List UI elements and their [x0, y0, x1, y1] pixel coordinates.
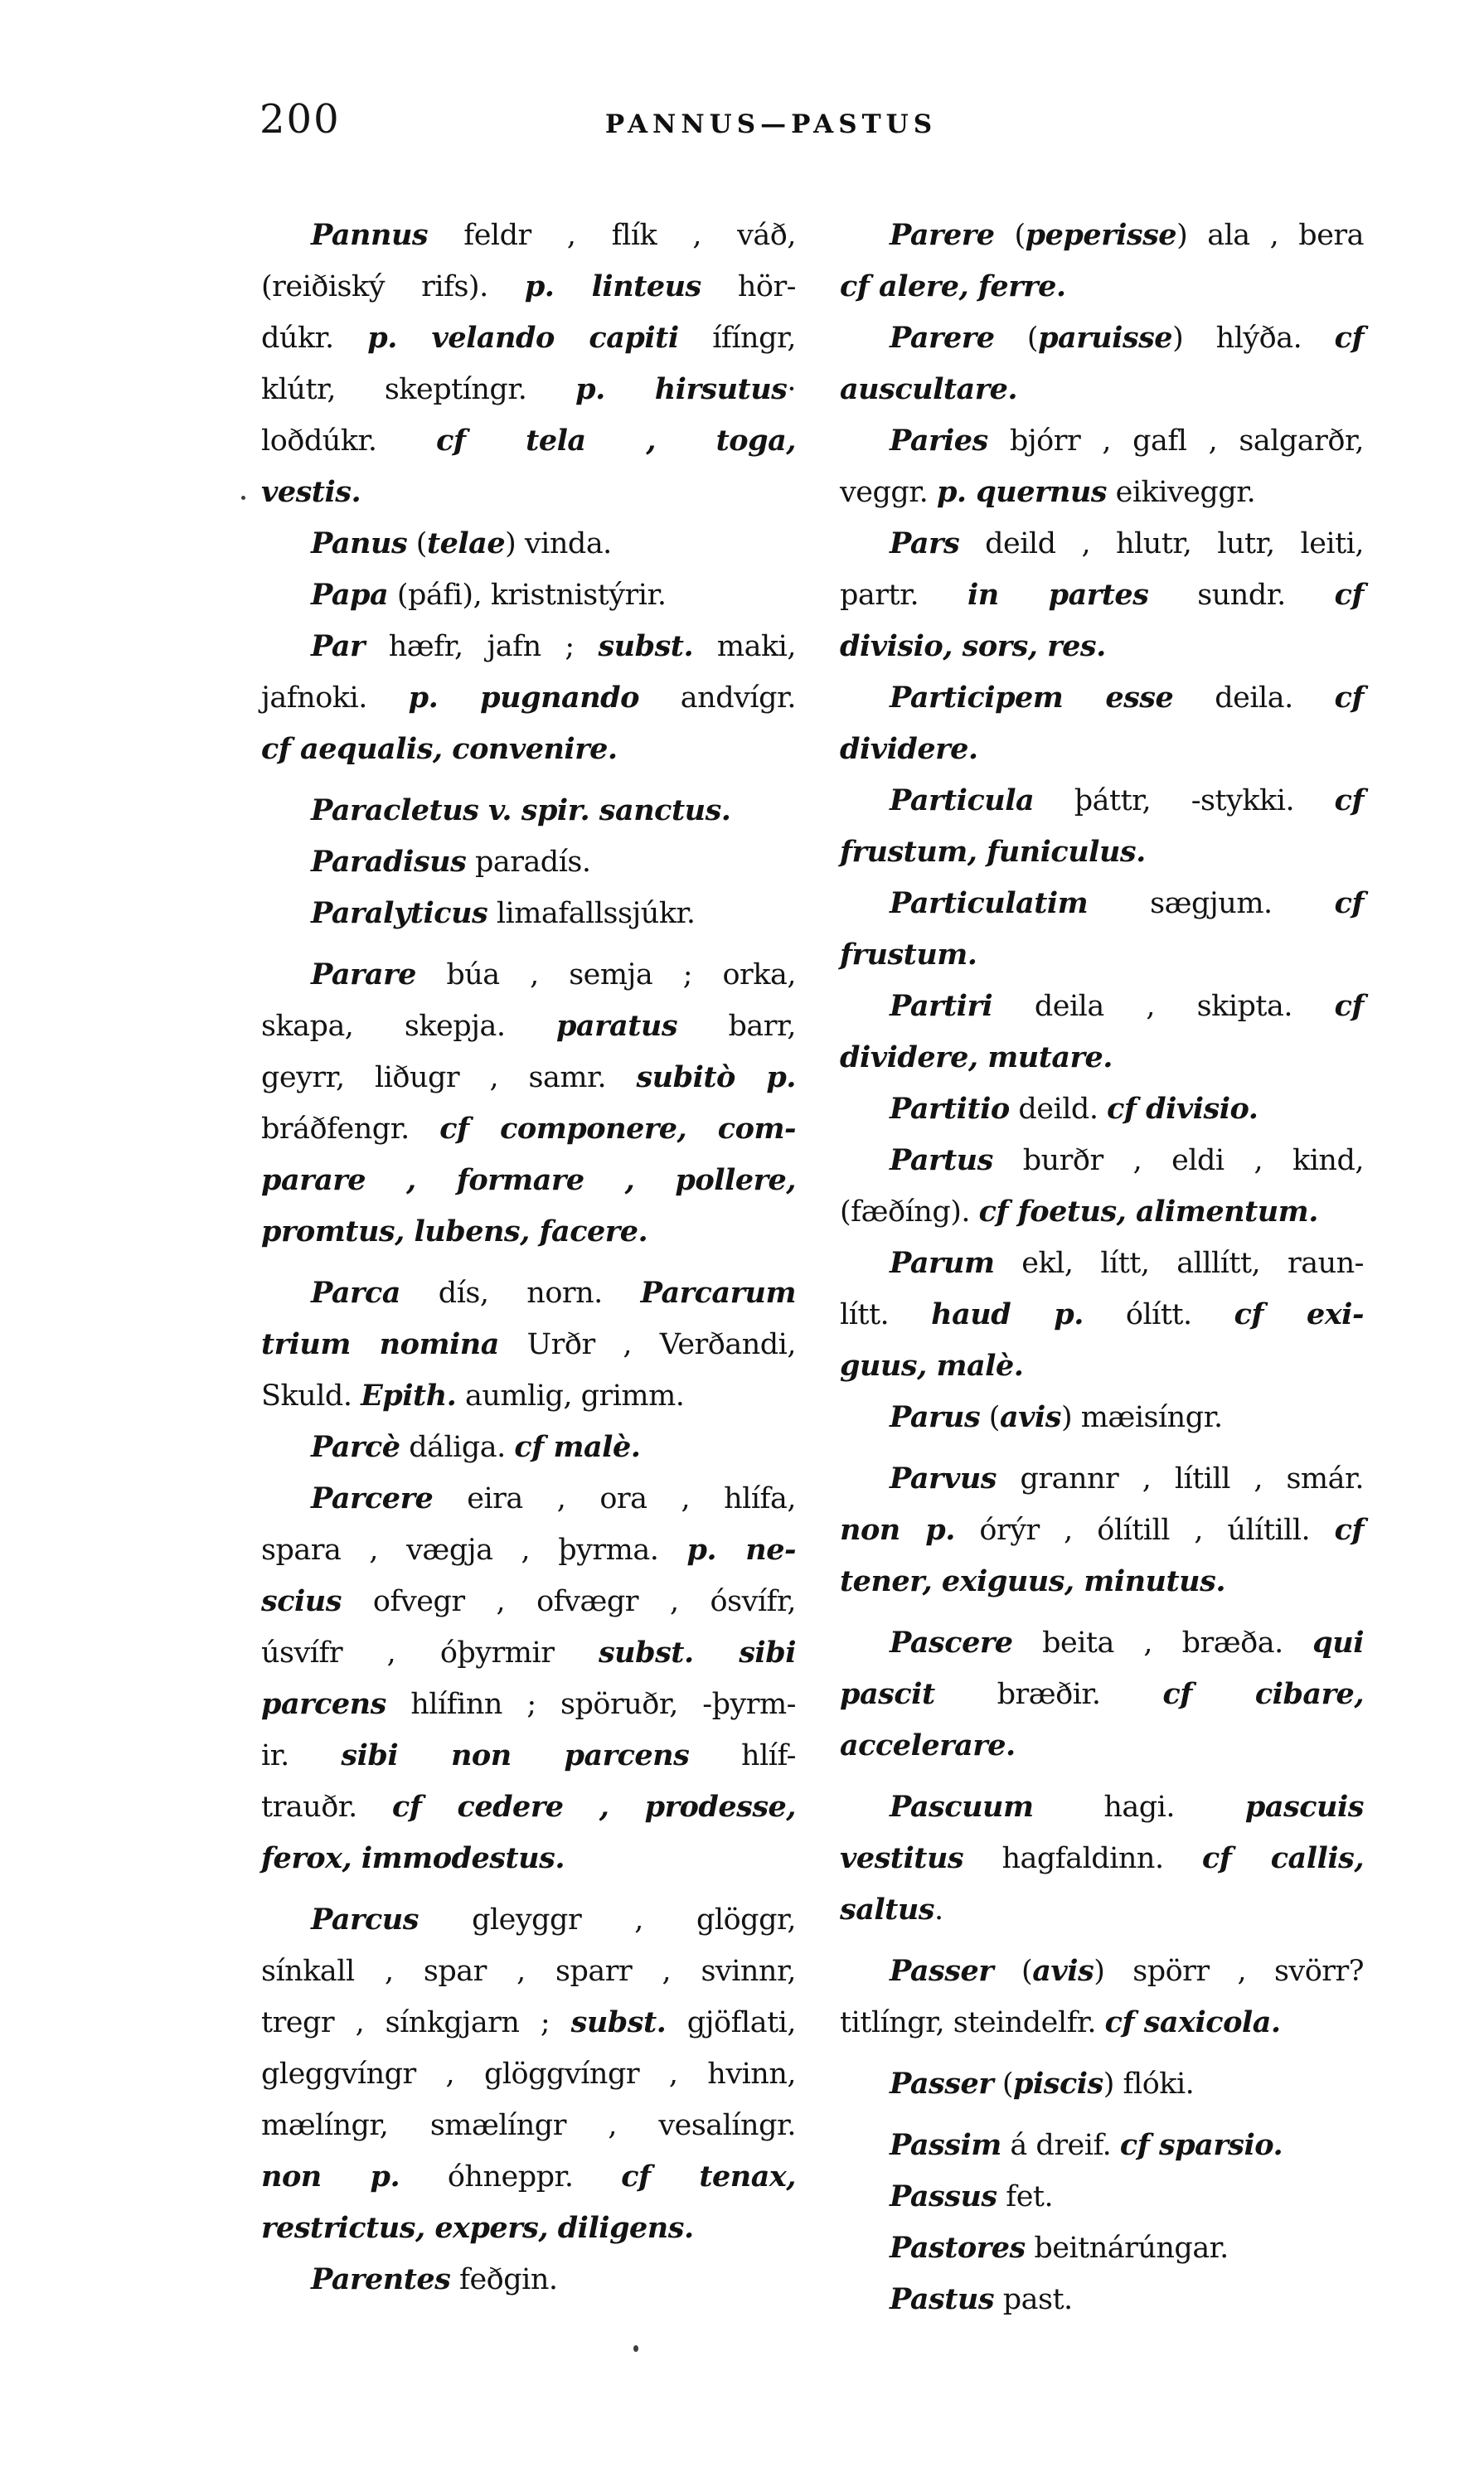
latin-text: Papa — [311, 578, 389, 612]
dictionary-line — [261, 2151, 796, 2203]
dictionary-line — [840, 1997, 1364, 2048]
latin-text: Pascuum — [890, 1790, 1034, 1824]
latin-text: non p. — [261, 2160, 400, 2194]
icelandic-text: búa , semja ; orka, — [415, 958, 796, 991]
dictionary-line — [840, 570, 1364, 621]
latin-text: parare , formare , pollere, — [261, 1163, 796, 1197]
dictionary-line — [840, 1289, 1364, 1340]
icelandic-text: mælíngr, smælíngr , vesalíngr. — [261, 2109, 796, 2142]
icelandic-text: hlíf- — [689, 1739, 796, 1772]
icelandic-text: sínkall , spar , sparr , svinnr, — [261, 1955, 796, 1988]
dictionary-line — [261, 313, 796, 364]
latin-text: sibi non parcens — [341, 1738, 690, 1772]
dictionary-line — [840, 775, 1364, 827]
latin-text: Parentes — [311, 2262, 451, 2296]
dictionary-line — [261, 364, 796, 415]
icelandic-text: veggr. — [840, 476, 937, 509]
icelandic-text: ) hlýða. — [1172, 322, 1335, 355]
dictionary-line — [840, 1556, 1364, 1607]
dictionary-line — [840, 724, 1364, 775]
latin-text: cf foetus, alimentum. — [978, 1195, 1318, 1229]
latin-text: cf componere, com- — [439, 1112, 797, 1146]
dictionary-line — [261, 1206, 796, 1258]
icelandic-text: ) vinda. — [505, 527, 612, 560]
dictionary-line — [840, 1833, 1364, 1884]
icelandic-text: · — [787, 373, 797, 406]
icelandic-text: deila. — [1173, 681, 1335, 715]
icelandic-text: ( — [993, 1955, 1033, 1988]
dictionary-line — [840, 467, 1364, 518]
latin-text: dividere. — [840, 732, 978, 766]
latin-text: vestis. — [261, 475, 361, 509]
latin-text: Pascere — [890, 1626, 1013, 1660]
dictionary-line — [261, 2048, 796, 2100]
dictionary-line — [840, 1946, 1364, 1997]
icelandic-text: dáliga. — [400, 1431, 515, 1464]
latin-text: cf — [1334, 989, 1364, 1023]
latin-text: Parvus — [890, 1462, 997, 1496]
latin-text: Panus — [311, 526, 408, 560]
latin-text: cf aequalis, convenire. — [261, 732, 618, 766]
latin-text: p. velando capiti — [367, 321, 679, 355]
latin-text: cf alere, ferre. — [840, 269, 1066, 303]
left-text-column — [261, 210, 796, 2305]
latin-text: Paralyticus — [311, 896, 488, 930]
latin-text: Par — [311, 629, 365, 663]
latin-text: subst. — [598, 629, 694, 663]
latin-text: cf cedere , prodesse, — [391, 1790, 796, 1824]
latin-text: p. quernus — [936, 475, 1108, 509]
icelandic-text: beita , bræða. — [1012, 1626, 1313, 1660]
dictionary-line — [840, 2274, 1364, 2325]
dictionary-line — [840, 878, 1364, 929]
right-text-column — [840, 210, 1364, 2325]
latin-text: peperisse — [1025, 218, 1177, 252]
dictionary-line — [261, 2203, 796, 2254]
latin-text: restrictus, expers, diligens. — [261, 2211, 694, 2245]
dictionary-line — [261, 1833, 796, 1884]
icelandic-text: ífíngr, — [678, 322, 796, 355]
latin-text: cf saxicola. — [1104, 2005, 1281, 2039]
dictionary-line — [261, 1473, 796, 1525]
latin-text: telae — [426, 526, 506, 560]
icelandic-text: . — [934, 1893, 943, 1927]
icelandic-text: þáttr, -stykki. — [1034, 784, 1335, 817]
dictionary-line — [840, 981, 1364, 1032]
latin-text: cf divisio. — [1107, 1092, 1258, 1126]
latin-text: subst. sibi — [598, 1636, 796, 1670]
icelandic-text: lítt. — [840, 1298, 932, 1331]
latin-text: Pars — [890, 526, 960, 560]
dictionary-line — [840, 1238, 1364, 1289]
latin-text: promtus, lubens, facere. — [261, 1214, 648, 1248]
dictionary-line — [261, 2100, 796, 2151]
latin-text: Parus — [890, 1400, 981, 1434]
latin-text: divisio, sors, res. — [840, 629, 1106, 663]
latin-text: Paries — [890, 424, 988, 458]
icelandic-text: (fæðíng). — [840, 1195, 979, 1229]
latin-text: Pastores — [890, 2231, 1026, 2265]
latin-text: Pastus — [890, 2282, 995, 2316]
latin-text: accelerare. — [840, 1728, 1016, 1762]
latin-text: pascit — [840, 1677, 935, 1711]
latin-text: Partitio — [890, 1092, 1010, 1126]
icelandic-text: ólítt. — [1083, 1298, 1234, 1331]
latin-text: Passer — [890, 2067, 994, 2101]
icelandic-text: deild. — [1009, 1093, 1108, 1126]
icelandic-text: jafnoki. — [261, 681, 409, 715]
latin-text: Parere — [890, 321, 995, 355]
latin-text: Particula — [890, 783, 1035, 817]
icelandic-text: burðr , eldi , kind, — [992, 1144, 1364, 1177]
latin-text: Passim — [890, 2128, 1001, 2162]
latin-text: cf tenax, — [621, 2160, 796, 2194]
dictionary-line — [261, 1268, 796, 1319]
latin-text: cf malè. — [514, 1430, 641, 1464]
icelandic-text: Skuld. — [261, 1379, 361, 1413]
icelandic-text: sundr. — [1148, 579, 1335, 612]
latin-text: Partus — [890, 1143, 993, 1177]
icelandic-text: titlíngr, steindelfr. — [840, 2006, 1105, 2039]
dictionary-line — [840, 210, 1364, 261]
latin-text: Parcarum — [640, 1276, 796, 1310]
icelandic-text: ( — [407, 527, 427, 560]
icelandic-text: ( — [980, 1401, 1000, 1434]
latin-text: frustum, funiculus. — [840, 835, 1146, 869]
dictionary-line — [840, 1186, 1364, 1238]
latin-text: Paracletus v. spir. sanctus. — [311, 793, 731, 827]
icelandic-text: ( — [994, 219, 1026, 252]
latin-text: in partes — [967, 578, 1149, 612]
dictionary-line — [261, 1525, 796, 1576]
icelandic-text: loðdúkr. — [261, 424, 437, 458]
icelandic-text: á dreif. — [1001, 2129, 1120, 2162]
latin-text: Passer — [890, 1954, 994, 1988]
latin-text: piscis — [1012, 2067, 1103, 2101]
latin-text: Particulatim — [890, 886, 1089, 920]
icelandic-text: bræðir. — [934, 1678, 1163, 1711]
dictionary-line — [840, 1084, 1364, 1135]
latin-text: Parca — [311, 1276, 400, 1310]
latin-text: subst. — [570, 2005, 667, 2039]
icelandic-text: dúkr. — [261, 322, 368, 355]
latin-text: Paradisus — [311, 845, 467, 879]
dictionary-line — [261, 785, 796, 836]
dictionary-line — [261, 2254, 796, 2305]
latin-text: avis — [1032, 1954, 1094, 1988]
latin-text: cf — [1334, 681, 1364, 715]
ink-speck — [633, 2345, 638, 2352]
icelandic-text: ekl, lítt, alllítt, raun- — [994, 1247, 1364, 1280]
dictionary-line — [840, 261, 1364, 313]
latin-text: pascuis — [1244, 1790, 1364, 1824]
icelandic-text: aumlig, grimm. — [456, 1379, 685, 1413]
latin-text: Parcere — [311, 1481, 434, 1515]
latin-text: cf cibare, — [1162, 1677, 1365, 1711]
latin-text: Partiri — [890, 989, 993, 1023]
icelandic-text: hlífinn ; spöruðr, -þyrm- — [386, 1688, 796, 1721]
icelandic-text: gleggvíngr , glöggvíngr , hvinn, — [261, 2058, 796, 2091]
latin-text: Epith. — [361, 1379, 457, 1413]
icelandic-text: ) flóki. — [1103, 2068, 1195, 2101]
icelandic-text: ofvegr , ofvægr , ósvífr, — [341, 1585, 796, 1618]
latin-text: p. linteus — [524, 269, 701, 303]
dictionary-line — [840, 929, 1364, 981]
latin-text: paruisse — [1038, 321, 1173, 355]
latin-text: Parare — [311, 957, 416, 991]
icelandic-text: gleyggr , glöggr, — [418, 1903, 796, 1937]
dictionary-line — [840, 672, 1364, 724]
dictionary-line — [261, 570, 796, 621]
dictionary-line — [840, 415, 1364, 467]
latin-text: avis — [999, 1400, 1061, 1434]
latin-text: auscultare. — [840, 372, 1018, 406]
dictionary-line — [840, 2171, 1364, 2223]
dictionary-line — [261, 724, 796, 775]
icelandic-text: órýr , ólítill , úlítill. — [954, 1514, 1335, 1547]
icelandic-text: feðgin. — [450, 2263, 558, 2296]
dictionary-line — [840, 313, 1364, 364]
latin-text: cf — [1334, 321, 1365, 355]
dictionary-line — [840, 1782, 1364, 1833]
ink-speck — [241, 496, 245, 500]
latin-text: trium nomina — [261, 1327, 499, 1361]
dictionary-line — [261, 1155, 796, 1206]
icelandic-text: ( — [993, 2068, 1013, 2101]
dictionary-line — [840, 518, 1364, 570]
latin-text: cf sparsio. — [1119, 2128, 1283, 2162]
icelandic-text: ) ala , bera — [1176, 219, 1364, 252]
dictionary-line — [840, 1505, 1364, 1556]
icelandic-text: klútr, skeptíngr. — [261, 373, 576, 406]
icelandic-text: spara , vægja , þyrma. — [261, 1534, 687, 1567]
latin-text: cf — [1334, 578, 1364, 612]
dictionary-line — [840, 2120, 1364, 2171]
latin-text: cf — [1334, 783, 1364, 817]
dictionary-line — [261, 672, 796, 724]
latin-text: qui — [1312, 1626, 1364, 1660]
icelandic-text: ir. — [261, 1739, 342, 1772]
latin-text: cf — [1334, 1513, 1364, 1547]
dictionary-line — [261, 836, 796, 888]
icelandic-text: geyrr, liðugr , samr. — [261, 1061, 637, 1094]
icelandic-text: barr, — [677, 1010, 796, 1043]
dictionary-line — [261, 1422, 796, 1473]
dictionary-line — [261, 1370, 796, 1422]
icelandic-text: andvígr. — [638, 681, 796, 715]
icelandic-text: hæfr, jafn ; — [365, 630, 599, 663]
dictionary-line — [840, 1032, 1364, 1084]
dictionary-line — [261, 949, 796, 1001]
latin-text: parcens — [261, 1687, 386, 1721]
latin-text: p. pugnando — [408, 681, 639, 715]
dictionary-line — [840, 1669, 1364, 1720]
dictionary-line — [840, 1720, 1364, 1772]
latin-text: scius — [261, 1584, 342, 1618]
icelandic-text: skapa, skepja. — [261, 1010, 556, 1043]
latin-text: paratus — [555, 1009, 678, 1043]
dictionary-line — [261, 518, 796, 570]
latin-text: vestitus — [840, 1841, 964, 1875]
dictionary-line — [261, 1679, 796, 1730]
icelandic-text: paradís. — [466, 846, 591, 879]
icelandic-text: fet. — [997, 2180, 1054, 2213]
icelandic-text: eikiveggr. — [1107, 476, 1256, 509]
icelandic-text: maki, — [693, 630, 796, 663]
icelandic-text: deild , hlutr, lutr, leiti, — [959, 527, 1364, 560]
latin-text: dividere, mutare. — [840, 1040, 1113, 1074]
dictionary-line — [261, 1052, 796, 1103]
icelandic-text: tregr , sínkgjarn ; — [261, 2006, 571, 2039]
dictionary-line — [840, 2058, 1364, 2110]
dictionary-line — [261, 1627, 796, 1679]
icelandic-text: sægjum. — [1088, 887, 1335, 920]
icelandic-text: grannr , lítill , smár. — [997, 1462, 1364, 1496]
latin-text: p. ne- — [686, 1533, 796, 1567]
latin-text: subitò p. — [636, 1060, 796, 1094]
icelandic-text: hagfaldinn. — [963, 1842, 1202, 1875]
icelandic-text: óhneppr. — [400, 2160, 622, 2194]
dictionary-line — [261, 1946, 796, 1997]
icelandic-text: bjórr , gafl , salgarðr, — [987, 424, 1364, 458]
latin-text: non p. — [840, 1513, 955, 1547]
latin-text: haud p. — [931, 1297, 1084, 1331]
dictionary-line — [261, 261, 796, 313]
dictionary-line — [261, 1894, 796, 1946]
dictionary-line — [261, 1001, 796, 1052]
latin-text: cf — [1334, 886, 1364, 920]
dictionary-line — [261, 1997, 796, 2048]
running-head: PANNUS—PASTUS — [604, 109, 938, 139]
latin-text: ferox, immodestus. — [261, 1841, 565, 1875]
icelandic-text: Urðr , Verðandi, — [498, 1328, 796, 1361]
icelandic-text: ) spörr , svörr? — [1094, 1955, 1364, 1988]
latin-text: Participem esse — [890, 681, 1174, 715]
dictionary-line — [261, 415, 796, 467]
icelandic-text: past. — [994, 2283, 1073, 2316]
icelandic-text: bráðfengr. — [261, 1113, 440, 1146]
icelandic-text: ( — [994, 322, 1039, 355]
dictionary-line — [261, 1730, 796, 1782]
icelandic-text: hagi. — [1033, 1791, 1245, 1824]
dictionary-line — [261, 1103, 796, 1155]
dictionary-line — [261, 1319, 796, 1370]
dictionary-line — [840, 2223, 1364, 2274]
icelandic-text: (páfi), kristnistýrir. — [388, 579, 667, 612]
dictionary-line — [261, 888, 796, 939]
icelandic-text: úsvífr , óþyrmir — [261, 1636, 599, 1670]
latin-text: Parum — [890, 1246, 995, 1280]
icelandic-text: limafallssjúkr. — [487, 897, 696, 930]
latin-text: Parere — [890, 218, 995, 252]
dictionary-line — [840, 1884, 1364, 1936]
dictionary-line — [840, 621, 1364, 672]
icelandic-text: beitnárúngar. — [1025, 2232, 1229, 2265]
icelandic-text: deila , skipta. — [992, 990, 1335, 1023]
icelandic-text: (reiðiský rifs). — [261, 270, 525, 303]
latin-text: Parcè — [311, 1430, 400, 1464]
latin-text: tener, exiguus, minutus. — [840, 1564, 1226, 1598]
latin-text: Pannus — [311, 218, 429, 252]
latin-text: guus, malè. — [840, 1349, 1024, 1383]
dictionary-line — [261, 1576, 796, 1627]
icelandic-text: partr. — [840, 579, 968, 612]
latin-text: cf tela , toga, — [436, 424, 796, 458]
latin-text: Parcus — [311, 1903, 419, 1937]
icelandic-text: eira , ora , hlífa, — [433, 1482, 796, 1515]
dictionary-line — [840, 1340, 1364, 1392]
latin-text: p. hirsutus — [575, 372, 788, 406]
dictionary-line — [261, 1782, 796, 1833]
icelandic-text: gjöflati, — [666, 2006, 796, 2039]
icelandic-text: trauðr. — [261, 1791, 392, 1824]
latin-text: cf callis, — [1201, 1841, 1365, 1875]
dictionary-line — [261, 621, 796, 672]
latin-text: saltus — [840, 1893, 934, 1927]
dictionary-line — [840, 1453, 1364, 1505]
icelandic-text: ) mæisíngr. — [1060, 1401, 1223, 1434]
dictionary-line — [840, 1617, 1364, 1669]
latin-text: Passus — [890, 2179, 997, 2213]
dictionary-line — [261, 467, 796, 518]
page-number: 200 — [259, 96, 341, 143]
latin-text: frustum. — [840, 938, 977, 972]
dictionary-line — [840, 364, 1364, 415]
latin-text: cf exi- — [1234, 1297, 1365, 1331]
dictionary-line — [840, 827, 1364, 878]
icelandic-text: hör- — [701, 270, 797, 303]
icelandic-text: dís, norn. — [400, 1277, 641, 1310]
dictionary-line — [840, 1135, 1364, 1186]
dictionary-line — [261, 210, 796, 261]
icelandic-text: feldr , flík , váð, — [428, 219, 796, 252]
dictionary-line — [840, 1392, 1364, 1443]
